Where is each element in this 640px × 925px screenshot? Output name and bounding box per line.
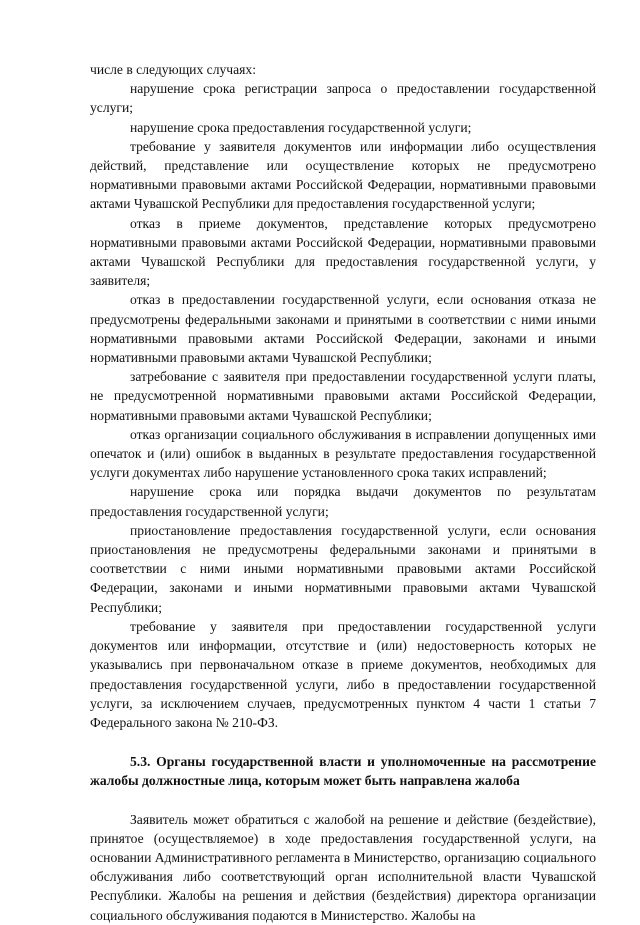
list-item-unspecified-documents: требование у заявителя при предоставлении государственной услуги документов или информации, отсутствие и (или) недостоверность которых не указывались при первоначальном отказе в приеме документов, необходимых для предоставления государственной услуги, либо в предоставлении государственной услуги, за исключением случаев, предусмотренных пунктом 4 части 1 статьи 7 Федерального закона № 210-ФЗ. (90, 618, 596, 730)
list-item-error-correction-refusal: отказ организации социального обслуживания в исправлении допущенных ими опечаток и (или) ошибок в выданных в результате предоставления государственной услуги документах либо нарушение установленного срока таких исправлений; (90, 426, 596, 481)
list-item-registration-violation: нарушение срока регистрации запроса о предоставлении государственной услуги; (90, 81, 596, 116)
list-item-issuance-violation: нарушение срока или порядка выдачи документов по результатам предоставления государственной услуги; (90, 484, 596, 519)
document-page (90, 60, 596, 925)
list-item-service-refusal: отказ в предоставлении государственной услуги, если основания отказа не предусмотрены федеральными законами и принятыми в соответствии с ними иными нормативными правовыми актами Российской Федерации, законами и иными нормативными правовыми актами Чувашской Республики; (90, 292, 596, 366)
list-item-service-term-violation: нарушение срока предоставления государственной услуги; (130, 119, 472, 135)
section-heading: 5.3. Органы государственной власти и уполномоченные на рассмотрение жалобы должностные лица, которым может быть направлена жалоба (90, 754, 596, 789)
list-item-suspension: приостановление предоставления государственной услуги, если основания приостановления не предусмотрены федеральными законами и принятыми в соответствии с ними иными нормативными правовыми актами Российской Федерации, законами и иными нормативными правовыми актами Чувашской Республики; (90, 522, 596, 615)
list-item-unlawful-fee: затребование с заявителя при предоставлении государственной услуги платы, не предусмотренной нормативными правовыми актами Российской Федерации, нормативными правовыми актами Чувашской Республики; (90, 369, 596, 423)
closing-paragraph: Заявитель может обратиться с жалобой на решение и действие (бездействие), принятое (осуществляемое) в ходе предоставления государственной услуги, на основании Административного регламента в Министерство, организацию социального обслуживания либо соответствующий орган исполнительной власти Чувашской Республики. Жалобы на решения и действия (бездействия) директора организации социального обслуживания подаются в Министерство. Жалобы на (90, 811, 596, 923)
list-item-excess-document-demand: требование у заявителя документов или информации либо осуществления действий, представление или осуществление которых не предусмотрено нормативными правовыми актами Российской Федерации, нормативными правовыми актами Чувашской Республики для предоставления государственной услуги; (90, 138, 596, 212)
paragraph-continuation: числе в следующих случаях: (90, 62, 256, 77)
list-item-document-refusal: отказ в приеме документов, представление которых предусмотрено нормативными правовыми актами Российской Федерации, нормативными правовыми актами Чувашской Республики для предоставления государственной услуги, у заявителя; (90, 215, 596, 289)
